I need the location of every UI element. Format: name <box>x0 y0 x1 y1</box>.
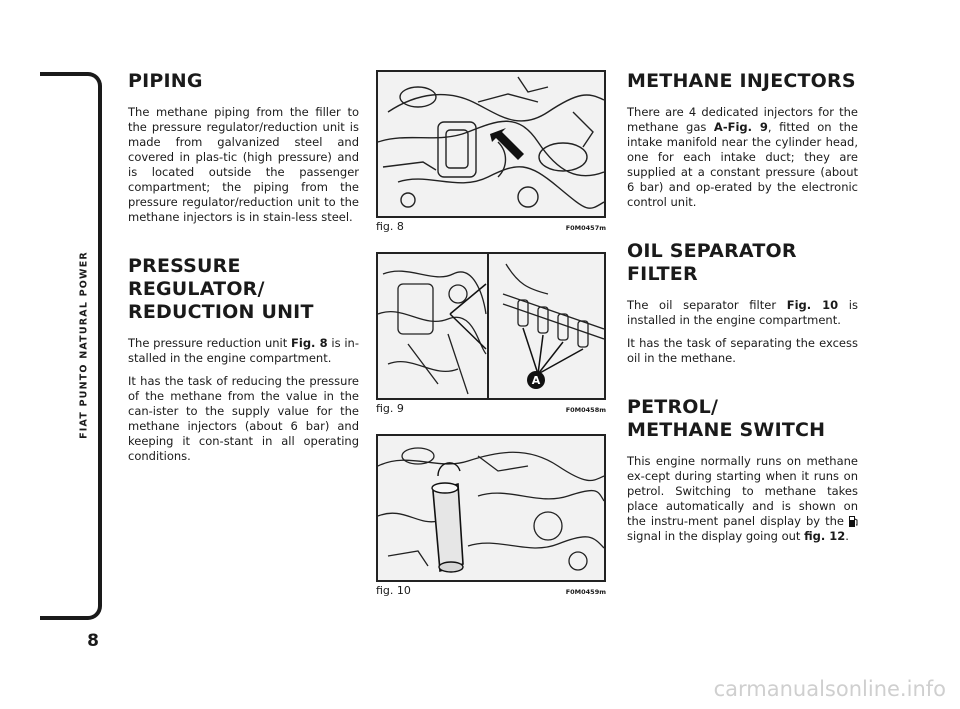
text-run: signal in the display going out <box>627 529 805 543</box>
heading-line: REGULATOR/ <box>128 278 265 300</box>
piping-heading: PIPING <box>128 70 203 92</box>
heading-line: REDUCTION UNIT <box>128 301 314 323</box>
figure-reference: A-Fig. 9 <box>713 120 768 134</box>
methane-injectors-heading: METHANE INJECTORS <box>627 70 856 92</box>
text-run: The pressure reduction unit <box>128 336 292 350</box>
figure-label: fig. 10 <box>376 584 411 597</box>
figure-9 <box>376 252 606 415</box>
heading-line: METHANE SWITCH <box>627 419 826 441</box>
text-run: , fitted on the intake manifold near the cylinder head, one for each intake duct; they are supplied at a constant pressure (about 6 bar) and op-erated by the electronic control unit. <box>627 120 859 209</box>
figure-10 <box>376 434 606 597</box>
figure-reference: Fig. 8 <box>291 336 328 350</box>
figure-8 <box>376 70 606 233</box>
pressure-regulator-text-1 <box>128 336 359 366</box>
text-run: This engine normally runs on methane ex-cept during starting when it runs on petrol. Switching to methane takes place automatically and is shown on the instru-ment panel display by the <box>627 454 858 528</box>
figure-8-caption <box>376 220 606 233</box>
figure-label: fig. 9 <box>376 402 404 415</box>
figure-reference: fig. 12 <box>804 529 846 543</box>
figure-9-marker: A <box>531 374 541 387</box>
switch-text <box>627 454 858 544</box>
figure-code: F0M0458m <box>565 406 606 414</box>
figure-reference: Fig. 10 <box>786 298 839 312</box>
text-run: The oil separator filter <box>627 298 787 312</box>
tab-bracket <box>40 72 102 620</box>
heading-line: PRESSURE <box>128 255 241 277</box>
oil-separator-text-1 <box>627 298 858 328</box>
page-number: 8 <box>87 631 99 651</box>
oil-separator-heading: OIL SEPARATOR FILTER <box>627 240 797 285</box>
heading-line: PETROL/ <box>627 396 719 418</box>
oil-separator-text-2: It has the task of separating the excess oil in the methane. <box>627 336 858 365</box>
figure-8-image <box>376 70 606 218</box>
figure-9-caption <box>376 402 606 415</box>
methane-injectors-text <box>627 105 858 210</box>
figure-9-image <box>376 252 606 400</box>
figure-code: F0M0457m <box>565 224 606 232</box>
pressure-regulator-heading <box>128 255 359 324</box>
left-column <box>128 70 359 472</box>
fuel-pump-icon <box>849 515 858 527</box>
watermark: carmanualsonline.info <box>713 677 946 701</box>
figure-10-image <box>376 434 606 582</box>
figure-label: fig. 8 <box>376 220 404 233</box>
piping-text: The methane piping from the filler to the pressure regulator/reduction unit is made from galvanized steel and covered in plas-tic (high pressure) and is located outside the passenger compartment; the piping from the pressure regulator/reduction unit to the methane injectors is in stain-less steel. <box>128 105 359 224</box>
text-run: is installed in the engine compartment. <box>627 298 858 327</box>
figure-code: F0M0459m <box>565 588 606 596</box>
text-run: There are 4 dedicated injectors for the methane gas <box>627 105 858 134</box>
switch-heading <box>627 396 858 442</box>
right-column <box>627 70 858 552</box>
text-run: . <box>845 529 849 543</box>
side-title-text: FIAT PUNTO NATURAL POWER <box>78 251 90 439</box>
figure-10-caption <box>376 584 606 597</box>
pressure-regulator-text-2: It has the task of reducing the pressure of the methane from the value in the can-ister to the supply value for the methane injectors (about 6 bar) and keeping it con-stant in all operating conditions. <box>128 374 359 463</box>
text-run: is in-stalled in the engine compartment. <box>128 336 359 365</box>
